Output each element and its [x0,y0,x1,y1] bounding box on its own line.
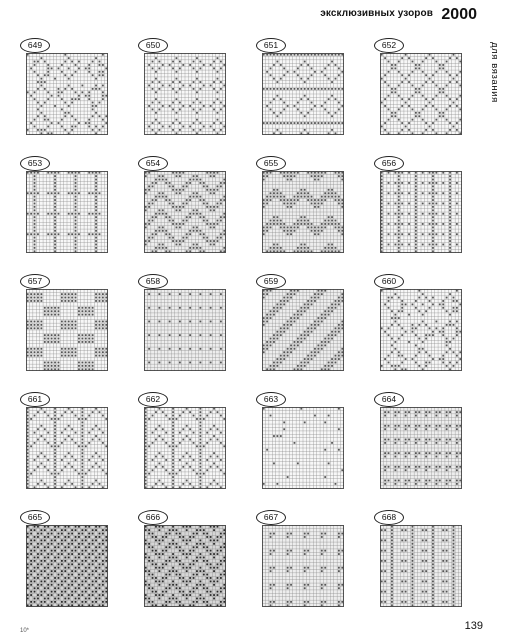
pattern-number-badge: 657 [20,274,50,289]
chart-grid [26,53,108,135]
pattern-number-badge: 668 [374,510,404,525]
pattern-swatch [372,510,472,618]
pattern-swatch [254,392,354,500]
page-header [320,6,477,24]
chart-grid [144,53,226,135]
pattern-swatch [254,156,354,264]
chart-grid [262,289,344,371]
chart-grid [144,525,226,607]
pattern-swatch [136,510,236,618]
pattern-number-badge: 655 [256,156,286,171]
pattern-number-badge: 667 [256,510,286,525]
pattern-number-badge: 650 [138,38,168,53]
pattern-swatch [254,510,354,618]
pattern-swatch [254,38,354,146]
pattern-swatch [372,38,472,146]
chart-grid [380,171,462,253]
header-number: 2000 [441,6,477,23]
pattern-number-badge: 656 [374,156,404,171]
chart-grid [144,407,226,489]
side-title: для вязания [489,42,500,103]
chart-grid [26,171,108,253]
pattern-swatch [18,156,118,264]
pattern-number-badge: 653 [20,156,50,171]
chart-grid [26,525,108,607]
pattern-number-badge: 649 [20,38,50,53]
pattern-swatch [136,156,236,264]
pattern-number-badge: 664 [374,392,404,407]
pattern-number-badge: 666 [138,510,168,525]
pattern-number-badge: 663 [256,392,286,407]
chart-grid [26,407,108,489]
chart-grid [262,53,344,135]
pattern-swatch [136,392,236,500]
pattern-swatch [18,392,118,500]
chart-grid [380,525,462,607]
pattern-swatch [18,510,118,618]
pattern-swatch [136,38,236,146]
pattern-swatch [254,274,354,382]
pattern-number-badge: 654 [138,156,168,171]
pattern-number-badge: 651 [256,38,286,53]
chart-grid [262,171,344,253]
chart-grid [26,289,108,371]
chart-grid [380,53,462,135]
chart-grid [144,171,226,253]
chart-grid [144,289,226,371]
pattern-number-badge: 665 [20,510,50,525]
swatch-grid [18,38,473,618]
chart-grid [262,407,344,489]
pattern-swatch [18,38,118,146]
pattern-number-badge: 652 [374,38,404,53]
chart-grid [380,407,462,489]
pattern-number-badge: 660 [374,274,404,289]
pattern-swatch [372,392,472,500]
pattern-number-badge: 662 [138,392,168,407]
pattern-swatch [372,274,472,382]
pattern-number-badge: 659 [256,274,286,289]
pattern-swatch [18,274,118,382]
page-number: 139 [464,620,483,632]
header-subtitle: эксклюзивных узоров [320,8,433,19]
pattern-number-badge: 658 [138,274,168,289]
chart-grid [380,289,462,371]
pattern-number-badge: 661 [20,392,50,407]
chart-grid [262,525,344,607]
corner-note: 10* [20,628,30,634]
pattern-swatch [372,156,472,264]
pattern-swatch [136,274,236,382]
